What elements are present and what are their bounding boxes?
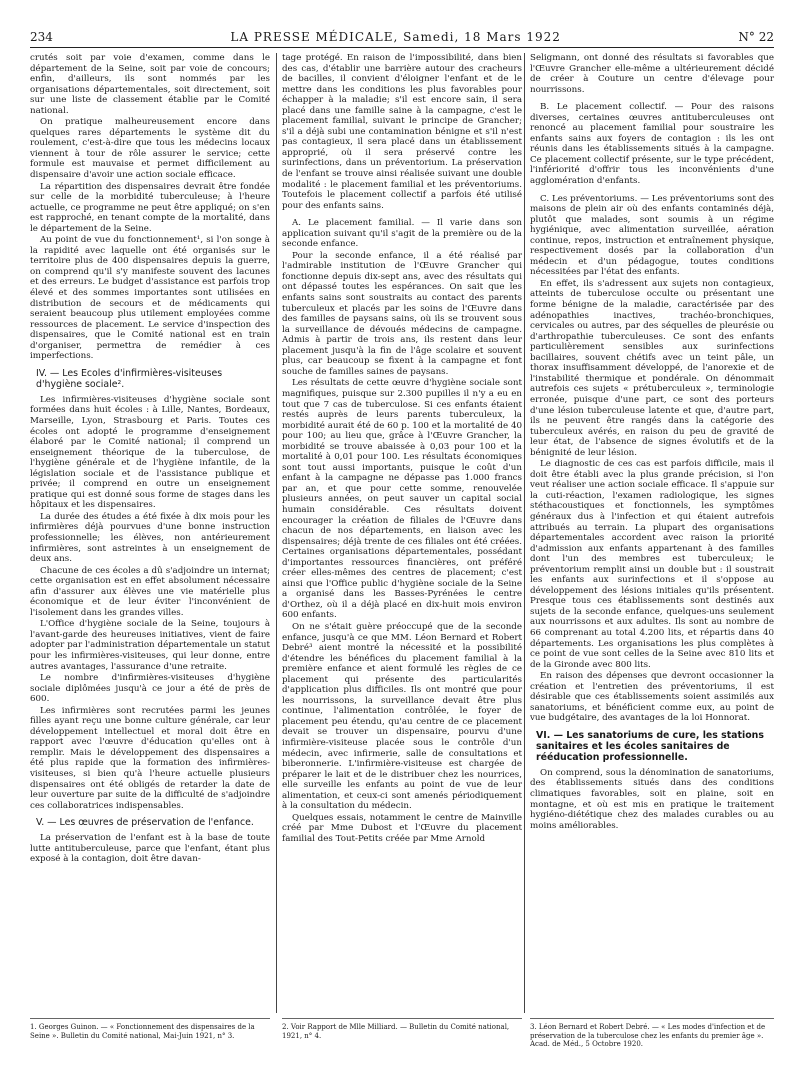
column-right [530, 53, 774, 832]
paragraph: Pour la seconde enfance, il a été réalisé par l'admirable institution de l'Œuvre Grancher qui fonctionne depuis dix-sept ans, avec des résultats qui ont dépassé toutes les espérances. On sait que les enfants sains sont soustraits au contact des parents tuberculeux et placés par les soins de l'Œuvre dans des familles de paysans sains, où ils se trouvent sous la surveillance de dévoués médecins de campagne. Admis à partir de trois ans, ils restent dans leur placement jusqu'à la fin de l'âge scolaire et souvent plus, car beaucoup se fixent à la campagne et font souche de familles saines de paysans. [282, 250, 522, 377]
paragraph: En raison des dépenses que devront occasionner la création et l'entretien des préventoriums, il est désirable que ces établissements soient assimilés aux sanatoriums, et bénéficient comme eux, au point de vue budgétaire, des avantages de la loi Honnorat. [530, 671, 774, 724]
section-heading: IV. — Les Ecoles d'infirmières-visiteuses d'hygiène sociale². [36, 367, 223, 390]
paragraph: On pratique malheureusement encore dans quelques rares départements le système dit du roulement, c'est-à-dire que tous les médecins locaux viennent à tour de rôle assurer le service; cette formule est mauvaise et permet difficilement au dispensaire d'avoir une action sociale efficace. [30, 117, 270, 181]
paragraph: Le diagnostic de ces cas est parfois difficile, mais il doit être établi avec la plus grande précision, si l'on veut réaliser une action sociale efficace. Il s'appuie sur la cuti-réaction, l'examen radiologique, les signes stéthacoustiques et fonctionnels, les symptômes généraux dus à l'infection et qui étaient autrefois attribués au terrain. La plupart des organisations départementales accordent avec raison la priorité d'admission aux enfants appartenant à des familles dont l'un des membres est tuberculeux; le préventorium remplit ainsi un double but : il soustrait les enfants aux surinfections et il s'oppose au développement des lésions initiales qu'ils présentent. Presque tous ces établissements sont destinés aux sujets de la seconde enfance, quelques-uns seulement aux nourrissons et aux adultes. Ils sont au nombre de 66 comprenant au total 4.200 lits, et répartis dans 40 départements. Les organisations les plus complètes à ce point de vue sont celles de la Seine avec 810 lits et de la Gironde avec 800 lits. [530, 459, 774, 670]
paragraph: tage protégé. En raison de l'impossibilité, dans bien des cas, d'établir une barrière autour des cracheurs de bacilles, il convient d'éloigner l'enfant et de le mettre dans les conditions les plus favorables pour échapper à la maladie; s'il est encore sain, il sera placé dans une famille saine à la campagne, c'est le placement familial, suivant le principe de Grancher; s'il a déjà subi une contamination bénigne et s'il n'est pas contagieux, il sera placé dans un établissement approprié, où il sera préservé contre les surinfections, dans un préventorium. La préservation de l'enfant se trouve ainsi réalisée suivant une double modalité : le placement familial et les préventoriums. Toutefois le placement collectif a parfois été utilisé pour des enfants sains. [282, 53, 522, 211]
paragraph: Quelques essais, notamment le centre de Mainville créé par Mme Dubost et l'Œuvre du placement familial des Tout-Petits créée par Mme Arnold [282, 812, 522, 844]
paragraph: Les infirmières sont recrutées parmi les jeunes filles ayant reçu une bonne culture générale, car leur développement intellectuel et moral doit être en rapport avec l'œuvre d'éducation qu'elles ont à remplir. Mais le développement des dispensaires a été plus rapide que la formation des infirmières-visiteuses, si bien qu'à l'heure actuelle plusieurs dispensaires ont été obligés de retarder la date de leur ouverture par suite de la difficulté de s'adjoindre ces collaboratrices indispensables. [30, 705, 270, 811]
column-middle [282, 53, 522, 845]
paragraph: En effet, ils s'adressent aux sujets non contagieux, atteints de tuberculose occulte ou présentant une forme bénigne de la maladie, caractérisée par des adénopathies inactives, trachéo-bronchiques, cervicales ou autres, par des séquelles de pleurésie ou d'arthropathie tuberculeuses. Ce sont des enfants particulièrement sensibles aux surinfections bacillaires, souvent chétifs avec un teint pâle, un thorax insuffisamment développé, de l'anorexie et de l'instabilité thermique et pondérale. On dénommait autrefois ces sujets « prétuberculeux », terminologie erronée, puisque d'une part, ce sont des porteurs d'une lésion tuberculeuse latente et que, d'autre part, ils ne peuvent être rangés dans la catégorie des tuberculeux avérés, en raison du peu de gravité de leur état, de l'absence de signes évolutifs et de la bénignité de leur lésion. [530, 278, 774, 458]
issue-number: N° 22 [738, 30, 774, 44]
column-divider [524, 53, 525, 1013]
footnote: 3. Léon Bernard et Robert Debré. — « Les modes d'infection et de préservation de la tuberculose chez les enfants du premier âge ». Acad. de Méd., 5 Octobre 1920. [530, 1018, 774, 1049]
paragraph: Les infirmières-visiteuses d'hygiène sociale sont formées dans huit écoles : à Lille, Nantes, Bordeaux, Marseille, Lyon, Strasbourg et Paris. Toutes ces écoles ont adopté le programme d'enseignement élaboré par le Comité national; il comprend un enseignement théorique de la tuberculose, de l'hygiène générale et de l'hygiène infantile, de la législation sociale et de l'assistance publique et privée; il comprend en outre un enseignement pratique qui est donné sous forme de stages dans les hôpitaux et les dispensaires. [30, 394, 270, 511]
paragraph: Les résultats de cette œuvre d'hygiène sociale sont magnifiques, puisque sur 2.300 pupilles il n'y a eu en tout que 7 cas de tuberculose. Si ces enfants étaient restés auprès de leurs parents tuberculeux, la morbidité aurait été de 60 p. 100 et la mortalité de 40 pour 100; au lieu que, grâce à l'Œuvre Grancher, la morbidité se trouve abaissée à 0,03 pour 100 et la mortalité à 0,01 pour 100. Les résultats économiques sont tout aussi importants, puisque le coût d'un enfant à la campagne ne dépasse pas 1.000 francs par an, et que pour cette somme, renouvelée plusieurs années, on peut sauver un capital social humain considérable. Ces résultats doivent encourager la création de filiales de l'Œuvre dans chacun de nos départements, en liaison avec les dispensaires; déjà trente de ces filiales ont été créées. Certaines organisations départementales, possédant d'importantes ressources financières, ont préféré créer elles-mêmes des centres de placement; c'est ainsi que l'Office public d'hygiène sociale de la Seine a organisé dans les Basses-Pyrénées le centre d'Orthez, où il a déjà placé en dix-huit mois environ 600 enfants. [282, 378, 522, 621]
paragraph: Seligmann, ont donné des résultats si favorables que l'Œuvre Grancher elle-même a ultérieurement décidé de créer à Couture un centre d'élevage pour nourrissons. [530, 53, 774, 95]
subsection-paragraph: C. Les préventoriums. — Les préventoriums sont des maisons de plein air où des enfants contaminés déjà, plutôt que malades, sont soumis à un régime hygiénique, avec alimentation surveillée, aération continue, repos, instruction et entraînement physique, respectivement dosés par la collaboration d'un médecin et d'un pédagogue, toutes conditions nécessitées par l'état des enfants. [530, 193, 774, 278]
column-left [30, 53, 270, 866]
subsection-paragraph: A. Le placement familial. — Il varie dans son application suivant qu'il s'agit de la première ou de la seconde enfance. [282, 218, 522, 250]
section-heading: V. — Les œuvres de préservation de l'enfance. [36, 817, 254, 829]
paragraph: On comprend, sous la dénomination de sanatoriums, des établissements situés dans des conditions climatiques favorables, soit en plaine, soit en montagne, et où est mis en pratique le traitement hygiéno-diététique chez des malades curables ou au moins améliorables. [530, 767, 774, 831]
footnote: 2. Voir Rapport de Mlle Milliard. — Bulletin du Comité national, 1921, n° 4. [282, 1018, 522, 1040]
paragraph: La répartition des dispensaires devrait être fondée sur celle de la morbidité tuberculeuse; à l'heure actuelle, ce programme ne peut être appliqué; on s'en est rapproché, en tenant compte de la mortalité, dans le département de la Seine. [30, 181, 270, 234]
footnote: 1. Georges Guinon. — « Fonctionnement des dispensaires de la Seine ». Bulletin du Comité national, Mai-Juin 1921, n° 3. [30, 1018, 270, 1040]
paragraph: crutés soit par voie d'examen, comme dans le département de la Seine, soit par voie de concours; enfin, d'ailleurs, ils sont nommés par les organisations départementales, soit directement, soit sur une liste de classement établie par le Comité national. [30, 53, 270, 116]
paragraph: L'Office d'hygiène sociale de la Seine, toujours à l'avant-garde des heureuses initiatives, vient de faire adopter par l'administration départementale un statut pour les infirmières-visiteuses, qui leur donne, entre autres avantages, l'assurance d'une retraite. [30, 619, 270, 672]
paragraph: La préservation de l'enfant est à la base de toute lutte antituberculeuse, parce que l'enfant, étant plus exposé à la contagion, doit être davan- [30, 833, 270, 865]
column-divider [276, 53, 277, 1013]
journal-title-date: LA PRESSE MÉDICALE, Samedi, 18 Mars 1922 [230, 30, 561, 44]
paragraph: La durée des études a été fixée à dix mois pour les infirmières déjà pourvues d'une bonne instruction professionnelle; les élèves, non antérieurement infirmières, sont astreintes à un enseignement de deux ans. [30, 511, 270, 565]
section-heading: VI. — Les sanatoriums de cure, les stations sanitaires et les écoles sanitaires de rééducation professionnelle. [536, 729, 764, 763]
paragraph: Au point de vue du fonctionnement¹, si l'on songe à la rapidité avec laquelle ont été organisés sur le territoire plus de 400 dispensaires depuis la guerre, on comprend qu'il s'y manifeste souvent des lacunes et des erreurs. Le budget d'assistance est parfois trop élevé et des sommes importantes sont utilisées en distribution de secours et de médicaments qui seraient beaucoup plus utilement employées comme ressources de placement. Le service d'inspection des dispensaires, que le Comité national est en train d'organiser, permettra de remédier à ces imperfections. [30, 235, 270, 362]
page-number: 234 [30, 30, 53, 44]
subsection-paragraph: B. Le placement collectif. — Pour des raisons diverses, certaines œuvres antituberculeuses ont renoncé au placement familial pour soustraire les enfants sains aux foyers de contagion : ils les ont réunis dans les établissements situés à la campagne. Ce placement collectif présente, sur le type précédent, l'infériorité d'offrir tous les inconvénients d'une agglomération d'enfants. [530, 102, 774, 187]
paragraph: Le nombre d'infirmières-visiteuses d'hygiène sociale diplômées jusqu'à ce jour a été de près de 600. [30, 673, 270, 705]
page-header [30, 24, 774, 48]
paragraph: On ne s'était guère préoccupé que de la seconde enfance, jusqu'à ce que MM. Léon Bernard et Robert Debré³ aient montré la nécessité et la possibilité d'étendre les bénéfices du placement familial à la première enfance et aient formulé les règles de ce placement qui présente des particularités d'application plus difficiles. Ils ont montré que pour les nourrissons, la surveillance devait être plus continue, l'alimentation contrôlée, le foyer de placement peu étendu, qu'au centre de ce placement devait se trouver un dispensaire, pourvu d'une infirmière-visiteuse placée sous le contrôle d'un médecin, avec infirmerie, salle de consultations et biberonnerie. L'infirmière-visiteuse est chargée de préparer le lait et de le distribuer chez les nourrices, elle surveille les enfants au point de vue de leur alimentation, et ceux-ci sont amenés périodiquement à la consultation du médecin. [282, 621, 522, 812]
paragraph: Chacune de ces écoles a dû s'adjoindre un internat; cette organisation est en effet absolument nécessaire afin d'assurer aux élèves une vie matérielle plus économique et de leur éviter l'inconvénient de l'isolement dans les grandes villes. [30, 565, 270, 618]
